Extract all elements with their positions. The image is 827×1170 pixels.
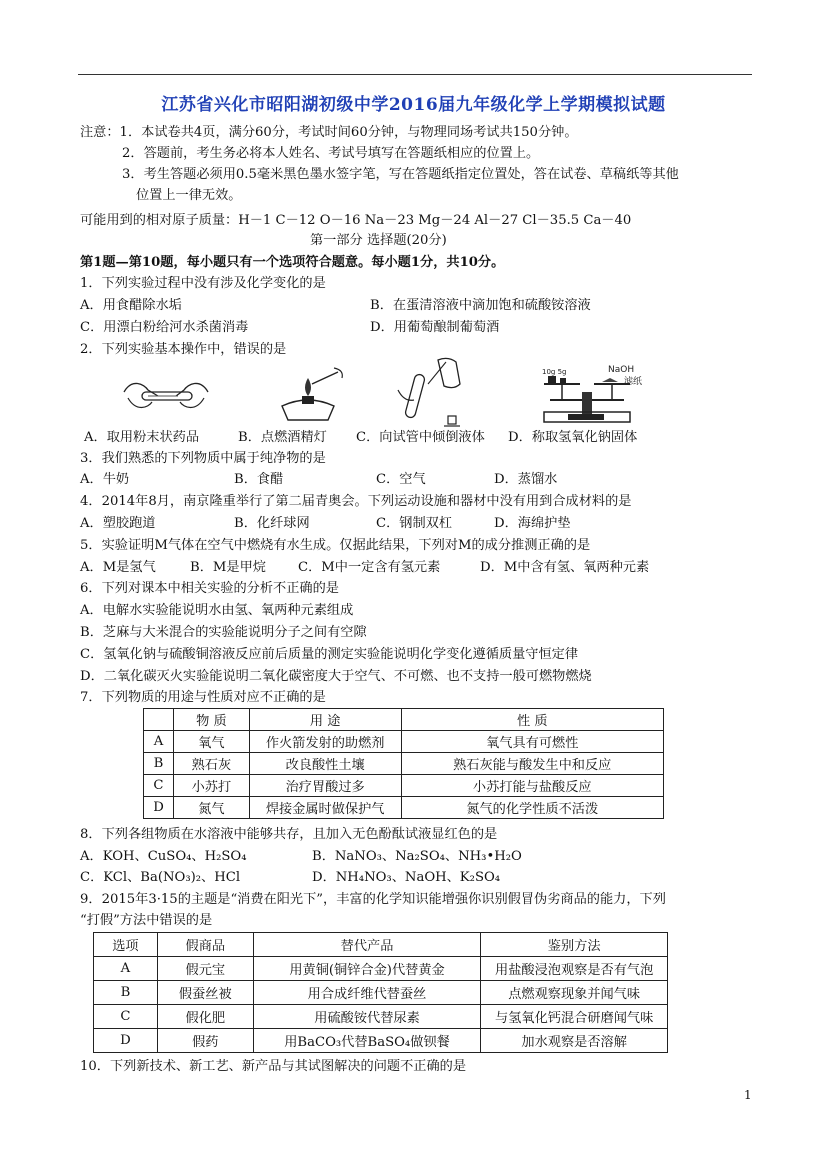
table-cell: 熟石灰 (173, 753, 249, 775)
table-row (94, 957, 668, 981)
note-2: 2．答题前，考生务必将本人姓名、考试号填写在答题纸相应的位置上。 (122, 146, 540, 161)
table-row (144, 797, 664, 819)
table-cell: 点燃观察现象并闻气味 (481, 981, 668, 1005)
q5-option-c: C．M中一定含有氢元素 (298, 560, 441, 575)
q1-option-d: D．用葡萄酿制葡萄酒 (370, 320, 500, 335)
table-cell: 小苏打 (173, 775, 249, 797)
q9-stem-line1: 9．2015年3·15的主题是“消费在阳光下”，丰富的化学知识能增强你识别假冒伪劣商品的能力，下列 (80, 892, 666, 907)
note-1: 注意：1．本试卷共4页，满分60分，考试时间60分钟，与物理同场考试共150分钟。 (80, 125, 578, 140)
table-cell: 氧气 (173, 731, 249, 753)
table-cell: 用硫酸铵代替尿素 (253, 1005, 481, 1029)
header-rule (78, 74, 752, 75)
q6-option-d: D．二氧化碳灭火实验能说明二氧化碳密度大于空气、不可燃、也不支持一般可燃物燃烧 (80, 669, 592, 684)
q4-stem: 4．2014年8月，南京隆重举行了第二届青奥会。下列运动设施和器材中没有用到合成材料的是 (80, 494, 632, 509)
q2-option-d: D．称取氢氧化钠固体 (508, 430, 638, 445)
figure-powder-transfer (118, 368, 214, 424)
q3-option-c: C．空气 (376, 472, 426, 487)
q2-option-a: A．取用粉末状药品 (84, 430, 200, 445)
table-cell: 假元宝 (157, 957, 253, 981)
q9-stem-line2: “打假”方法中错误的是 (80, 913, 213, 928)
table-cell: 用盐酸浸泡观察是否有气泡 (481, 957, 668, 981)
q8-option-b: B．NaNO₃、Na₂SO₄、NH₃•H₂O (312, 849, 522, 864)
figure-balance-weighing (538, 364, 656, 428)
table-header-row (144, 709, 664, 731)
q4-option-a: A．塑胶跑道 (80, 516, 156, 531)
table-cell: 用黄铜(铜锌合金)代替黄金 (253, 957, 481, 981)
q2-option-c: C．向试管中倾倒液体 (356, 430, 485, 445)
part1-heading: 第一部分 选择题(20分) (310, 233, 447, 248)
table-header-cell: 性 质 (401, 709, 663, 731)
table-cell: 氮气 (173, 797, 249, 819)
figure-pour-liquid (388, 356, 472, 430)
table-cell: 氧气具有可燃性 (401, 731, 663, 753)
section-instruction: 第1题—第10题，每小题只有一个选项符合题意。每小题1分，共10分。 (80, 255, 505, 270)
table-cell: A (94, 957, 158, 981)
q4-option-d: D．海绵护垫 (494, 516, 571, 531)
table-cell: C (144, 775, 174, 797)
table-header-cell: 用 途 (249, 709, 401, 731)
table-cell: 氮气的化学性质不活泼 (401, 797, 663, 819)
balance-weights-label: 10g 5g (542, 368, 567, 376)
table-cell: 焊接金属时做保护气 (249, 797, 401, 819)
q2-option-b: B．点燃酒精灯 (238, 430, 327, 445)
q6-stem: 6．下列对课本中相关实验的分析不正确的是 (80, 581, 339, 596)
q2-stem: 2．下列实验基本操作中，错误的是 (80, 342, 287, 357)
q4-option-c: C．钢制双杠 (376, 516, 453, 531)
table-cell: C (94, 1005, 158, 1029)
table-cell: 用合成纤维代替蚕丝 (253, 981, 481, 1005)
q5-option-a: A．M是氢气 (80, 560, 156, 575)
atomic-masses: 可能用到的相对原子质量：H－1 C－12 O－16 Na－23 Mg－24 Al－27 Cl－35.5 Ca－40 (80, 213, 632, 228)
q1-option-c: C．用漂白粉给河水杀菌消毒 (80, 320, 249, 335)
q7-stem: 7．下列物质的用途与性质对应不正确的是 (80, 690, 326, 705)
q6-option-a: A．电解水实验能说明水由氢、氧两种元素组成 (80, 603, 354, 618)
table-cell: D (94, 1029, 158, 1053)
table-row (94, 1029, 668, 1053)
q3-option-a: A．牛奶 (80, 472, 130, 487)
figure-alcohol-lamp (268, 366, 348, 426)
q1-stem: 1．下列实验过程中没有涉及化学变化的是 (80, 276, 326, 291)
table-cell: D (144, 797, 174, 819)
q6-option-c: C．氢氧化钠与硫酸铜溶液反应前后质量的测定实验能说明化学变化遵循质量守恒定律 (80, 647, 579, 662)
table-header-cell: 替代产品 (253, 933, 481, 957)
table-row (144, 753, 664, 775)
table-cell: 假化肥 (157, 1005, 253, 1029)
table-row (144, 775, 664, 797)
q8-option-d: D．NH₄NO₃、NaOH、K₂SO₄ (312, 870, 501, 885)
q3-option-d: D．蒸馏水 (494, 472, 558, 487)
balance-naoh-label: NaOH (608, 365, 635, 375)
table-cell: 假药 (157, 1029, 253, 1053)
table-header-row (94, 933, 668, 957)
note-3-cont: 位置上一律无效。 (136, 188, 242, 203)
q9-table (93, 932, 668, 1053)
q6-option-b: B．芝麻与大米混合的实验能说明分子之间有空隙 (80, 625, 367, 640)
table-header-cell: 鉴别方法 (481, 933, 668, 957)
q10-stem: 10．下列新技术、新工艺、新产品与其试图解决的问题不正确的是 (80, 1059, 467, 1074)
table-cell: A (144, 731, 174, 753)
table-cell: 与氢氧化钙混合研磨闻气味 (481, 1005, 668, 1029)
page-number: 1 (744, 1088, 752, 1102)
table-cell: 改良酸性土壤 (249, 753, 401, 775)
table-cell: 加水观察是否溶解 (481, 1029, 668, 1053)
table-cell: 作火箭发射的助燃剂 (249, 731, 401, 753)
q5-stem: 5．实验证明M气体在空气中燃烧有水生成。仅据此结果，下列对M的成分推测正确的是 (80, 538, 591, 553)
q8-stem: 8．下列各组物质在水溶液中能够共存，且加入无色酚酞试液显红色的是 (80, 827, 498, 842)
exam-title: 江苏省兴化市昭阳湖初级中学2016届九年级化学上学期模拟试题 (161, 95, 666, 115)
table-row (144, 731, 664, 753)
table-row (94, 1005, 668, 1029)
table-cell: 用BaCO₃代替BaSO₄做钡餐 (253, 1029, 481, 1053)
table-row (94, 981, 668, 1005)
table-cell: 假蚕丝被 (157, 981, 253, 1005)
q1-option-b: B．在蛋清溶液中滴加饱和硫酸铵溶液 (370, 298, 591, 313)
table-cell: 治疗胃酸过多 (249, 775, 401, 797)
q3-option-b: B．食醋 (234, 472, 284, 487)
q3-stem: 3．我们熟悉的下列物质中属于纯净物的是 (80, 451, 326, 466)
q7-table (143, 708, 664, 819)
table-header-cell (144, 709, 174, 731)
q1-option-a: A．用食醋除水垢 (80, 298, 182, 313)
table-cell: 熟石灰能与酸发生中和反应 (401, 753, 663, 775)
table-cell: B (144, 753, 174, 775)
balance-paper-label: 滤纸 (624, 377, 643, 387)
table-cell: B (94, 981, 158, 1005)
q8-option-c: C．KCl、Ba(NO₃)₂、HCl (80, 870, 241, 885)
q5-option-b: B．M是甲烷 (190, 560, 266, 575)
table-header-cell: 假商品 (157, 933, 253, 957)
table-header-cell: 选项 (94, 933, 158, 957)
q5-option-d: D．M中含有氢、氧两种元素 (480, 560, 650, 575)
q8-option-a: A．KOH、CuSO₄、H₂SO₄ (80, 849, 247, 864)
table-header-cell: 物 质 (173, 709, 249, 731)
q4-option-b: B．化纤球网 (234, 516, 310, 531)
note-3: 3．考生答题必须用0.5毫米黑色墨水签字笔，写在答题纸指定位置处，答在试卷、草稿纸等其他 (122, 167, 679, 182)
table-cell: 小苏打能与盐酸反应 (401, 775, 663, 797)
